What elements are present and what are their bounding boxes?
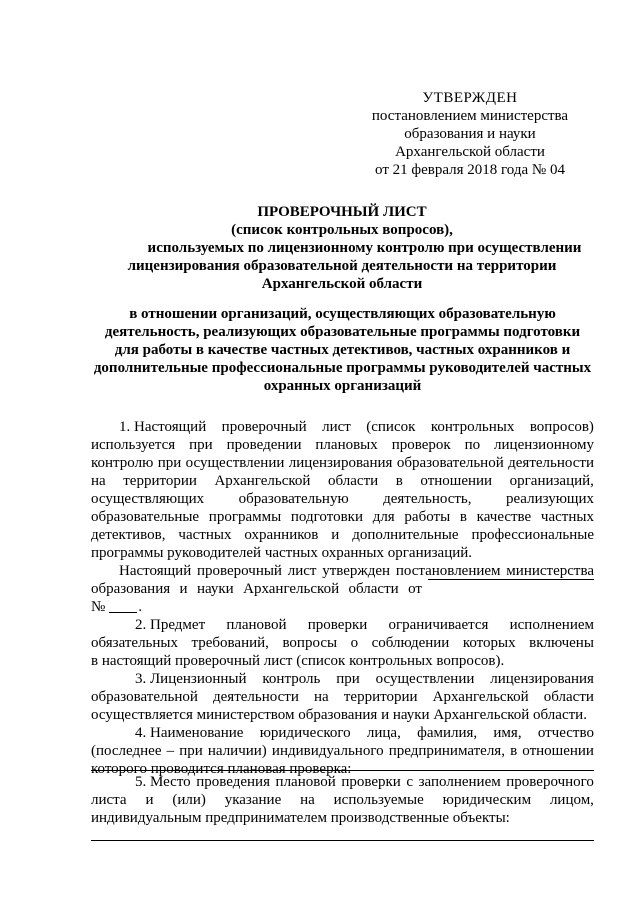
approval-line: Архангельской области xyxy=(395,144,545,160)
paragraph-3 xyxy=(91,670,594,724)
word: которого проводится плановая проверка: xyxy=(91,761,352,777)
word: образовательной xyxy=(396,455,504,471)
word: заполнением xyxy=(418,774,501,790)
word: деятельность, xyxy=(383,491,472,507)
word: проверки xyxy=(307,617,368,633)
word: плановой xyxy=(275,774,336,790)
word: от xyxy=(408,581,422,597)
word: используемые xyxy=(333,792,424,808)
word: соблюдении xyxy=(371,635,450,651)
word: наличии) xyxy=(207,743,267,759)
title-line: Архангельской области xyxy=(261,276,423,292)
word: образовательную xyxy=(238,491,349,507)
paragraph-5 xyxy=(91,773,594,827)
word: лицензирования xyxy=(490,671,594,687)
subject-line: для работы в качестве частных детективов, частных охранников и xyxy=(114,342,571,358)
document-subject xyxy=(90,305,595,395)
paragraph-line xyxy=(91,526,594,544)
word: проверочный xyxy=(196,563,282,579)
word: в настоящий проверочный лист (список контрольных вопросов). xyxy=(91,653,505,669)
word: проведения xyxy=(196,774,270,790)
word: лицом, xyxy=(549,792,594,808)
approval-head: УТВЕРЖДЕН xyxy=(422,90,518,106)
word: Настоящий xyxy=(119,563,192,579)
word: отношении xyxy=(522,743,594,759)
word: постановлением xyxy=(395,563,501,579)
word: 4. Наименование xyxy=(135,725,244,741)
word: в xyxy=(510,743,518,759)
document-title xyxy=(92,203,592,293)
word: проверок xyxy=(391,437,451,453)
word: вопросы xyxy=(282,635,338,651)
word: юридического xyxy=(259,725,351,741)
word: листа xyxy=(91,792,127,808)
paragraph-line xyxy=(91,791,594,809)
word: на xyxy=(91,473,106,489)
paragraph-line xyxy=(91,706,594,724)
word: используется xyxy=(91,437,176,453)
word: осуществляется министерством образования и науки Архангельской области. xyxy=(91,707,587,723)
subject-line: охранных организаций xyxy=(263,378,422,394)
word: и xyxy=(179,581,188,597)
word: частных xyxy=(178,527,232,543)
word: плановых xyxy=(315,437,378,453)
subject-line: деятельность, реализующих образовательные программы подготовки xyxy=(104,324,581,340)
word: отчество xyxy=(537,725,594,741)
word: лицензирования xyxy=(288,455,393,471)
word: проверки xyxy=(341,774,401,790)
date-blank-field[interactable] xyxy=(428,579,594,580)
number-sign: № xyxy=(91,599,106,615)
approval-line: образования и науки xyxy=(404,126,536,142)
word: осуществлении xyxy=(185,455,285,471)
word: плановой xyxy=(226,617,287,633)
word: для xyxy=(372,509,395,525)
fill-line-organization[interactable] xyxy=(91,770,594,771)
word: с xyxy=(406,774,414,790)
approval-block xyxy=(355,89,585,179)
word: включены xyxy=(529,635,594,651)
approval-line: постановлением министерства xyxy=(371,108,569,124)
word: Архангельской xyxy=(214,473,311,489)
word: министерства xyxy=(506,563,594,579)
title-line: лицензирования образовательной деятельности на территории xyxy=(127,258,557,274)
subject-line: в отношении организаций, осуществляющих образовательную xyxy=(129,306,556,322)
word: исполнением xyxy=(509,617,594,633)
title-line: (список контрольных вопросов), xyxy=(231,222,453,238)
word: осуществляющих xyxy=(91,491,205,507)
paragraph-line xyxy=(91,454,594,472)
word: осуществлении xyxy=(375,671,475,687)
word: Архангельской xyxy=(243,581,340,597)
word: охранников xyxy=(244,527,319,543)
word: 1. Настоящий xyxy=(119,419,207,435)
word: юридическим xyxy=(442,792,532,808)
word: проверочный xyxy=(221,419,307,435)
word: проведении xyxy=(226,437,302,453)
word: деятельности xyxy=(508,455,594,471)
document-body xyxy=(91,418,594,778)
word: 2. Предмет xyxy=(135,617,206,633)
word: вопросов) xyxy=(529,419,594,435)
word: на xyxy=(300,792,315,808)
word: при xyxy=(179,743,203,759)
word: лица, xyxy=(366,725,401,741)
word: подготовки xyxy=(290,509,363,525)
word: отношении xyxy=(420,473,493,489)
word: указание xyxy=(224,792,282,808)
title-line: ПРОВЕРОЧНЫЙ ЛИСТ xyxy=(257,204,427,220)
word: лицензионному xyxy=(494,437,594,453)
paragraph-line xyxy=(91,724,594,742)
word: частных xyxy=(540,509,594,525)
word: контроль xyxy=(262,671,321,687)
word: науки xyxy=(196,581,234,597)
paragraph-line xyxy=(91,652,594,670)
number-blank-field[interactable] xyxy=(109,598,137,613)
paragraph-line xyxy=(91,508,594,526)
word: проверочного xyxy=(506,774,594,790)
word: на xyxy=(314,689,329,705)
period: . xyxy=(138,599,143,615)
title-line: используемых по лицензионному контролю при осуществлении xyxy=(147,240,582,256)
word: которых xyxy=(462,635,516,651)
word: (список xyxy=(366,419,416,435)
word: при xyxy=(336,671,360,687)
word: (последнее xyxy=(91,743,162,759)
word: предпринимателя, xyxy=(388,743,505,759)
word: образования xyxy=(91,581,171,597)
word: организаций, xyxy=(509,473,594,489)
paragraph-line xyxy=(91,598,594,616)
word: ограничивается xyxy=(388,617,489,633)
word: обязательных xyxy=(91,635,178,651)
word: о xyxy=(350,635,359,651)
paragraph-line xyxy=(91,472,594,490)
word: (или) xyxy=(172,792,206,808)
word: области xyxy=(543,689,594,705)
word: контрольных xyxy=(430,419,515,435)
word: контролю xyxy=(91,455,154,471)
paragraph-line xyxy=(91,773,594,791)
paragraph-line xyxy=(91,436,594,454)
word: и xyxy=(145,792,154,808)
word: Архангельской xyxy=(432,689,529,705)
subject-line: дополнительные профессиональные программы руководителей частных xyxy=(93,360,592,376)
word: дополнительные xyxy=(352,527,459,543)
word: детективов, xyxy=(91,527,166,543)
paragraph-line xyxy=(91,688,594,706)
word: в xyxy=(395,473,403,489)
word: лист xyxy=(322,419,351,435)
word: по xyxy=(464,437,481,453)
word: образовательные xyxy=(91,509,200,525)
word: фамилия, xyxy=(417,725,478,741)
word: – xyxy=(166,743,175,759)
document-body-lower xyxy=(91,773,594,827)
word: имя, xyxy=(493,725,522,741)
paragraph-line xyxy=(91,562,594,580)
word: работы xyxy=(404,509,451,525)
paragraph-line xyxy=(91,580,594,598)
word: лист xyxy=(287,563,317,579)
word: 3. Лицензионный xyxy=(135,671,247,687)
paragraph-line xyxy=(91,616,594,634)
word: при xyxy=(189,437,213,453)
word: качестве xyxy=(476,509,532,525)
fill-line-location[interactable] xyxy=(91,840,594,841)
word: территории xyxy=(343,689,418,705)
paragraph-line xyxy=(91,490,594,508)
paragraph-1-approval xyxy=(91,562,594,598)
paragraph-1 xyxy=(91,418,594,562)
paragraph-line xyxy=(91,670,594,688)
word: образовательной xyxy=(91,689,198,705)
paragraph-line xyxy=(91,634,594,652)
word: 5. Место xyxy=(135,774,191,790)
word: и xyxy=(331,527,340,543)
paragraph-line xyxy=(91,418,594,436)
word: деятельности xyxy=(213,689,299,705)
word: индивидуального xyxy=(271,743,384,759)
word: области xyxy=(328,473,379,489)
word: программы xyxy=(208,509,282,525)
word: при xyxy=(157,455,182,471)
paragraph-2 xyxy=(91,616,594,670)
paragraph-line xyxy=(91,809,594,827)
word: программы руководителей частных охранных организаций. xyxy=(91,545,473,561)
paragraph-line xyxy=(91,544,594,562)
word: профессиональные xyxy=(471,527,594,543)
word: требований, xyxy=(191,635,269,651)
word: в xyxy=(459,509,467,525)
word: области xyxy=(348,581,399,597)
approval-line: от 21 февраля 2018 года № 04 xyxy=(375,162,565,178)
paragraph-line xyxy=(91,742,594,760)
word: территории xyxy=(123,473,197,489)
word: индивидуальным предпринимателем производственные объекты: xyxy=(91,810,510,826)
word: утвержден xyxy=(322,563,391,579)
word: реализующих xyxy=(505,491,594,507)
